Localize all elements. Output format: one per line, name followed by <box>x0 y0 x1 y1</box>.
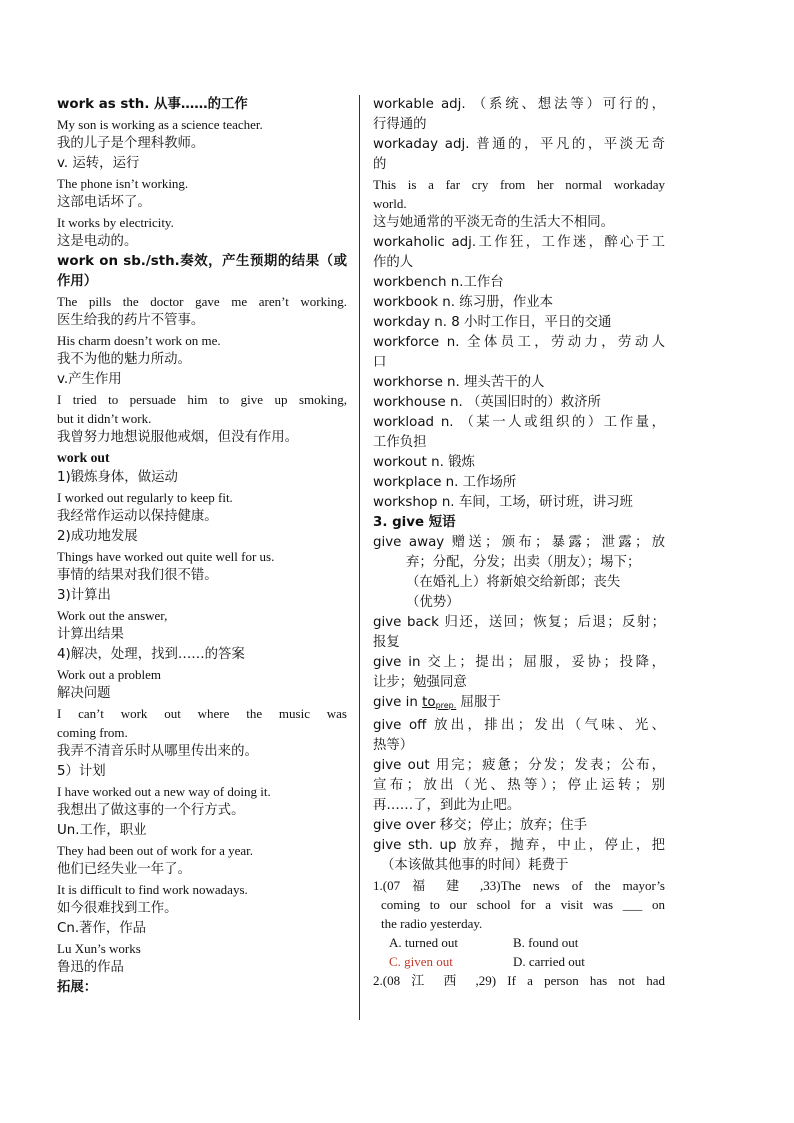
text-line: v. 运转，运行 <box>57 156 140 171</box>
text-line: 如今很难找到工作。 <box>57 901 178 916</box>
prep-subscript: prep. <box>435 701 457 710</box>
text-line: 我不为他的魅力所动。 <box>57 352 191 367</box>
left-column <box>57 95 347 998</box>
text-line: 3)计算出 <box>57 588 111 603</box>
text-line: 口 <box>373 355 387 370</box>
text-line: workday n. 8 小时工作日，平日的交通 <box>373 315 612 330</box>
text-line: 我曾努力地想说服他戒烟，但没有作用。 <box>57 430 299 445</box>
text-line: 再……了，到此为止吧。 <box>373 798 521 813</box>
text-line: give away 赠送；颁布；暴露；泄露；放 <box>373 535 665 550</box>
question-1 <box>373 876 665 971</box>
give-in-to-line <box>373 693 665 716</box>
text-line: 热等） <box>373 738 414 753</box>
text-line: （优势） <box>406 595 460 610</box>
text-line: give out 用完；疲惫；分发；发表；公布， <box>373 758 665 773</box>
text-line: 作用） <box>57 274 98 289</box>
text-line: （在婚礼上）将新娘交给新郎；丧失 <box>406 575 621 590</box>
text-line: 拓展： <box>57 980 98 995</box>
text-line: give off 放出，排出；发出（气味、光、 <box>373 718 665 733</box>
text-line: 弃；分配，分发；出卖（朋友）；埸下； <box>406 555 641 570</box>
text-line: His charm doesn’t work on me. <box>57 333 221 348</box>
text-line: 行得通的 <box>373 117 427 132</box>
question-2-line: 2.(08 江 西 ,29) If a person has not had <box>373 973 665 988</box>
text-line: My son is working as a science teacher. <box>57 117 263 132</box>
option-c: C. given out <box>389 954 453 969</box>
text-line: the radio yesterday. <box>381 916 483 931</box>
give-in-to-meaning: 屈服于 <box>456 695 501 710</box>
text-line: coming from. <box>57 725 128 740</box>
text-line: 4)解决，处理，找到……的答案 <box>57 647 245 662</box>
right-column <box>373 95 665 990</box>
text-line: I have worked out a new way of doing it. <box>57 784 271 799</box>
right-column-middle <box>373 716 665 756</box>
text-line: I worked out regularly to keep fit. <box>57 490 233 505</box>
text-line: workplace n. 工作场所 <box>373 475 517 490</box>
text-line: workforce n. 全体员工，劳动力，劳动人 <box>373 335 665 350</box>
text-line: 我想出了做这事的一个行方式。 <box>57 803 245 818</box>
text-line: 事情的结果对我们很不错。 <box>57 568 218 583</box>
column-divider <box>359 95 360 1020</box>
text-line: （本该做其他事的时间）耗费于 <box>381 858 569 873</box>
text-line: 鲁迅的作品 <box>57 960 124 975</box>
text-line: work on sb./sth.奏效，产生预期的结果（或 <box>57 254 347 269</box>
option-a: A. turned out <box>389 935 458 950</box>
text-line: 他们已经失业一年了。 <box>57 862 191 877</box>
text-line: 5）计划 <box>57 764 106 779</box>
right-column-top <box>373 95 665 693</box>
text-line: workbench n.工作台 <box>373 275 504 290</box>
give-in-to-underlined: to <box>422 695 436 710</box>
text-line: It is difficult to find work nowadays. <box>57 882 248 897</box>
text-line: 报复 <box>373 635 400 650</box>
text-line: 1)锻炼身体，做运动 <box>57 470 178 485</box>
text-line: work as sth. 从事……的工作 <box>57 97 248 112</box>
text-line: The pills the doctor gave me aren’t working. <box>57 294 347 309</box>
text-line: 这部电话坏了。 <box>57 195 151 210</box>
text-line: 让步；勉强同意 <box>373 675 467 690</box>
text-line: 3. give 短语 <box>373 515 456 530</box>
text-line: give sth. up 放弃，抛弃，中止，停止，把 <box>373 838 665 853</box>
text-line: workbook n. 练习册，作业本 <box>373 295 554 310</box>
text-line: work out <box>57 450 110 465</box>
text-line: 我的儿子是个理科教师。 <box>57 136 205 151</box>
text-line: 医生给我的药片不管事。 <box>57 313 205 328</box>
text-line: workhouse n. （英国旧时的）救济所 <box>373 395 601 410</box>
text-line: workload n. （某一人或组织的）工作量， <box>373 415 665 430</box>
text-line: Lu Xun’s works <box>57 941 141 956</box>
text-line: 的 <box>373 157 387 172</box>
text-line: 我弄不清音乐时从哪里传出来的。 <box>57 744 258 759</box>
text-line: 这与她通常的平淡无奇的生活大不相同。 <box>373 215 615 230</box>
text-line: I can’t work out where the music was <box>57 706 347 721</box>
text-line: Things have worked out quite well for us. <box>57 549 275 564</box>
text-line: 解决问题 <box>57 686 111 701</box>
text-line: give back 归还，送回；恢复；后退；反射； <box>373 615 665 630</box>
text-line: 宣布；放出（光、热等）；停止运转；别 <box>373 778 665 793</box>
text-line: but it didn’t work. <box>57 411 152 426</box>
text-line: workable adj. （系统、想法等）可行的， <box>373 97 665 112</box>
text-line: workaday adj. 普通的，平凡的，平淡无奇 <box>373 137 665 152</box>
text-line: Work out the answer, <box>57 608 168 623</box>
text-line: workhorse n. 埋头苦干的人 <box>373 375 545 390</box>
text-line: It works by electricity. <box>57 215 174 230</box>
text-line: The phone isn’t working. <box>57 176 189 191</box>
text-line: world. <box>373 196 407 211</box>
text-line: workshop n. 车间，工场，研讨班，讲习班 <box>373 495 633 510</box>
text-line: 作的人 <box>373 255 414 270</box>
text-line: v.产生作用 <box>57 372 122 387</box>
option-b: B. found out <box>513 935 579 950</box>
give-in-text: give in <box>373 695 423 710</box>
text-line: give over 移交；停止；放弃；住手 <box>373 818 588 833</box>
text-line: give in 交上；提出；屈服，妥协；投降， <box>373 655 665 670</box>
text-line: coming to our school for a visit was ___ on <box>381 897 665 912</box>
right-column-bottom <box>373 756 665 876</box>
text-line: 1.(07 福 建 ,33)The news of the mayor’s <box>373 878 665 893</box>
text-line: This is a far cry from her normal workaday <box>373 177 665 192</box>
text-line: 这是电动的。 <box>57 234 138 249</box>
text-line: Cn.著作，作品 <box>57 921 147 936</box>
text-line: workout n. 锻炼 <box>373 455 475 470</box>
text-line: 计算出结果 <box>57 627 124 642</box>
text-line: 我经常作运动以保持健康。 <box>57 509 218 524</box>
options-row <box>373 952 665 971</box>
text-line: workaholic adj.工作狂，工作迷，醉心于工 <box>373 235 665 250</box>
text-line: Work out a problem <box>57 667 162 682</box>
options-row <box>373 933 665 952</box>
text-line: I tried to persuade him to give up smoking, <box>57 392 347 407</box>
text-line: They had been out of work for a year. <box>57 843 254 858</box>
text-line: 2)成功地发展 <box>57 529 138 544</box>
option-d: D. carried out <box>513 954 585 969</box>
text-line: 工作负担 <box>373 435 427 450</box>
text-line: Un.工作，职业 <box>57 823 147 838</box>
